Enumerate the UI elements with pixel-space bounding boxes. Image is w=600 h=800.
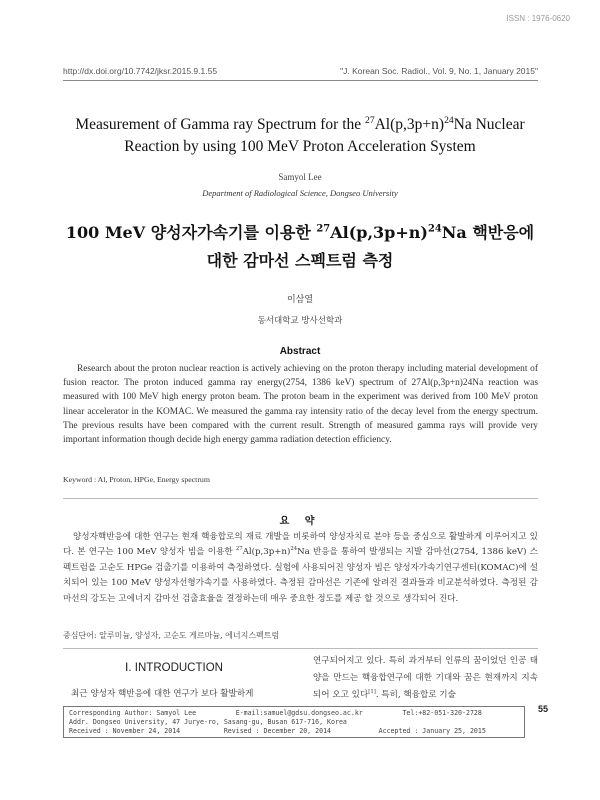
abstract-heading: Abstract: [279, 346, 321, 357]
citation-ref[interactable]: [1]: [368, 689, 376, 696]
keywords-kr: 중심단어: 알루미늄, 양성자, 고순도 게르마늄, 에너지스펙트럼: [63, 631, 280, 640]
affiliation-en: Department of Radiological Science, Dongseo University: [202, 188, 398, 198]
korean-title-line-1: 100 MeV 양성자가속기를 이용한 $^{27}Al(p,3p+n)^{24}Na$ 핵반응에: [65, 223, 535, 242]
keywords-en: Keyword : Al, Proton, HPGe, Energy spectrum: [63, 475, 210, 484]
journal-citation: "J. Korean Soc. Radiol., Vol. 9, No. 1, January 2015": [340, 66, 538, 76]
introduction-heading: Ⅰ. INTRODUCTION: [125, 662, 223, 674]
korean-summary-body: 양성자핵반응에 대한 연구는 현재 핵융합로의 재료 개발을 비롯하여 양성자치료 분야 등을 중심으로 활발하게 이루어지고 있다. 본 연구는 100 MeV 양성자 빔을 이용한 $^{27}Al(p,3p+n)^{24}Na$ 반응을 통하여 발생되는 지발 감마선(2754, 1386 keV) 스펙트럼을 고순도 HPGe 검출기를 이용하여 측정하였다. 실험에 사용되어진 양성자 빔은 양성자가속기연구센터(KOMAC)에 설치되어 있는 100 MeV 양성자선형가속기를 사용하였다. 측정된 감마선은 기존에 알려진 결과들과 비교분석하였다. 측정된 감마선의 강도는 고에너지 감마선 검출효율을 결정하는데 매우 중요한 정도를 제공 할 것으로 생각되어 진다.: [63, 532, 538, 604]
keywords-divider: [63, 498, 538, 499]
english-title-line-2: Reaction by using 100 MeV Proton Acceleration System: [124, 138, 476, 155]
abstract-body: Research about the proton nuclear reaction is actively achieving on the proton therapy including material development of fusion reactor. The proton induced gamma ray energy(2754, 1386 keV) spectrum of 27Al(p,3p+n)24Na reaction was measured with 100 MeV high energy proton beam. The proton beam in the experiment was derived from 100 MeV proton linear accelerator in the KOMAC. We measured the gamma ray intensity ratio of the decay level from the energy spectrum. The previous results have been compared with the current result. Strength of measured gamma rays will provide very important information though decide high energy gamma radiation detection efficiency.: [63, 364, 538, 446]
corresponding-author-box: [63, 706, 525, 738]
corresponding-author-line: Corresponding Author: Samyol Lee E-mail:samuel@gdsu.dongseo.ac.kr Tel:+82-051-320-2728: [69, 709, 482, 717]
english-title-line-1: Measurement of Gamma ray Spectrum for the $^{27}Al(p,3p+n)^{24}Na$ Nuclear: [75, 114, 525, 133]
intro-right-column-text: 연구되어지고 있다. 특히 과거부터 인류의 꿈이었던 인공 태양을 만드는 핵융합연구에 대한 기대와 꿈은 현재까지 지속되어 오고 있다[1]. 특히, 핵융합로 기술: [313, 656, 538, 700]
doi-link[interactable]: http://dx.doi.org/10.7742/jksr.2015.9.1.55: [63, 66, 218, 76]
header-divider: [63, 80, 538, 81]
received-dates-line: Received : November 24, 2014 Revised : December 20, 2014 Accepted : January 25, 2015: [69, 727, 486, 735]
korean-summary-heading: 요 약: [279, 516, 321, 527]
author-name-en: Samyol Lee: [278, 172, 322, 182]
author-name-kr: 이삼열: [286, 295, 314, 305]
summary-divider: [63, 648, 538, 649]
affiliation-kr: 동서대학교 방사선학과: [257, 316, 343, 326]
address-line: Addr. Dongseo University, 47 Jurye-ro, Sasang-gu, Busan 617-716, Korea: [69, 718, 347, 726]
page-number: 55: [537, 704, 548, 714]
issn-label: ISSN : 1976-0620: [506, 14, 570, 23]
korean-title-line-2: 대한 감마선 스펙트럼 측정: [206, 251, 394, 270]
intro-left-column-text: 최근 양성자 핵반응에 대한 연구가 보다 활발하게: [71, 689, 254, 699]
